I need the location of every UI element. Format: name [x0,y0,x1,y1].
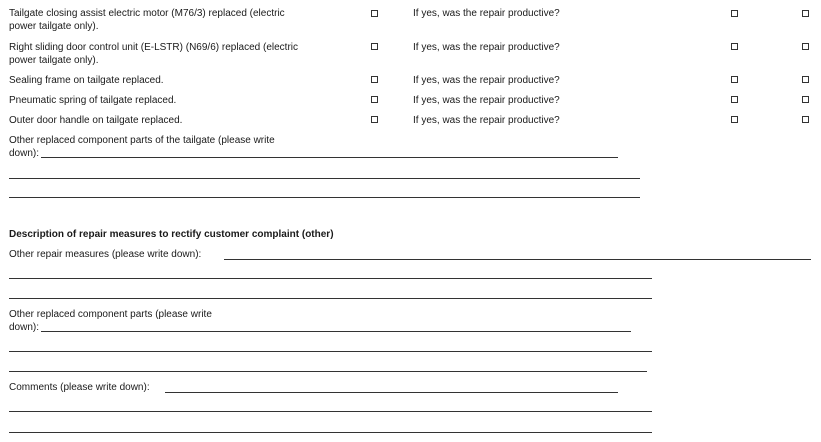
productive-yes-checkbox[interactable] [731,76,738,83]
write-in-line[interactable] [9,351,652,352]
write-in-line[interactable] [9,278,652,279]
item-label: Right sliding door control unit (E-LSTR) (N69/6) replaced (electric [9,42,299,53]
tailgate-other-parts-label-continued: down): [9,148,40,159]
write-in-line[interactable] [165,392,618,393]
productive-no-checkbox[interactable] [802,76,809,83]
item-label: Outer door handle on tailgate replaced. [9,115,183,126]
write-in-line[interactable] [9,371,647,372]
write-in-line[interactable] [9,197,640,198]
item-label: Tailgate closing assist electric motor (M76/3) replaced (electric [9,8,285,19]
replaced-checkbox[interactable] [371,43,378,50]
item-label-continued: power tailgate only). [9,55,99,66]
productive-no-checkbox[interactable] [802,116,809,123]
write-in-line[interactable] [9,432,652,433]
productive-question: If yes, was the repair productive? [413,42,560,53]
section-heading: Description of repair measures to rectify customer complaint (other) [9,229,334,240]
productive-no-checkbox[interactable] [802,96,809,103]
tailgate-other-parts-label: Other replaced component parts of the tailgate (please write [9,135,275,146]
write-in-line[interactable] [9,298,652,299]
productive-yes-checkbox[interactable] [731,10,738,17]
productive-yes-checkbox[interactable] [731,43,738,50]
item-label: Sealing frame on tailgate replaced. [9,75,164,86]
replaced-checkbox[interactable] [371,10,378,17]
other-repair-measures-label: Other repair measures (please write down): [9,249,202,260]
replaced-checkbox[interactable] [371,76,378,83]
productive-no-checkbox[interactable] [802,10,809,17]
write-in-line[interactable] [41,157,618,158]
other-replaced-parts-label: Other replaced component parts (please write [9,309,212,320]
other-replaced-parts-label-continued: down): [9,322,40,333]
write-in-line[interactable] [9,411,652,412]
item-label: Pneumatic spring of tailgate replaced. [9,95,177,106]
write-in-line[interactable] [224,259,811,260]
replaced-checkbox[interactable] [371,116,378,123]
replaced-checkbox[interactable] [371,96,378,103]
productive-question: If yes, was the repair productive? [413,8,560,19]
productive-question: If yes, was the repair productive? [413,115,560,126]
productive-yes-checkbox[interactable] [731,96,738,103]
comments-label: Comments (please write down): [9,382,150,393]
productive-no-checkbox[interactable] [802,43,809,50]
write-in-line[interactable] [41,331,631,332]
productive-yes-checkbox[interactable] [731,116,738,123]
productive-question: If yes, was the repair productive? [413,75,560,86]
write-in-line[interactable] [9,178,640,179]
item-label-continued: power tailgate only). [9,21,99,32]
productive-question: If yes, was the repair productive? [413,95,560,106]
